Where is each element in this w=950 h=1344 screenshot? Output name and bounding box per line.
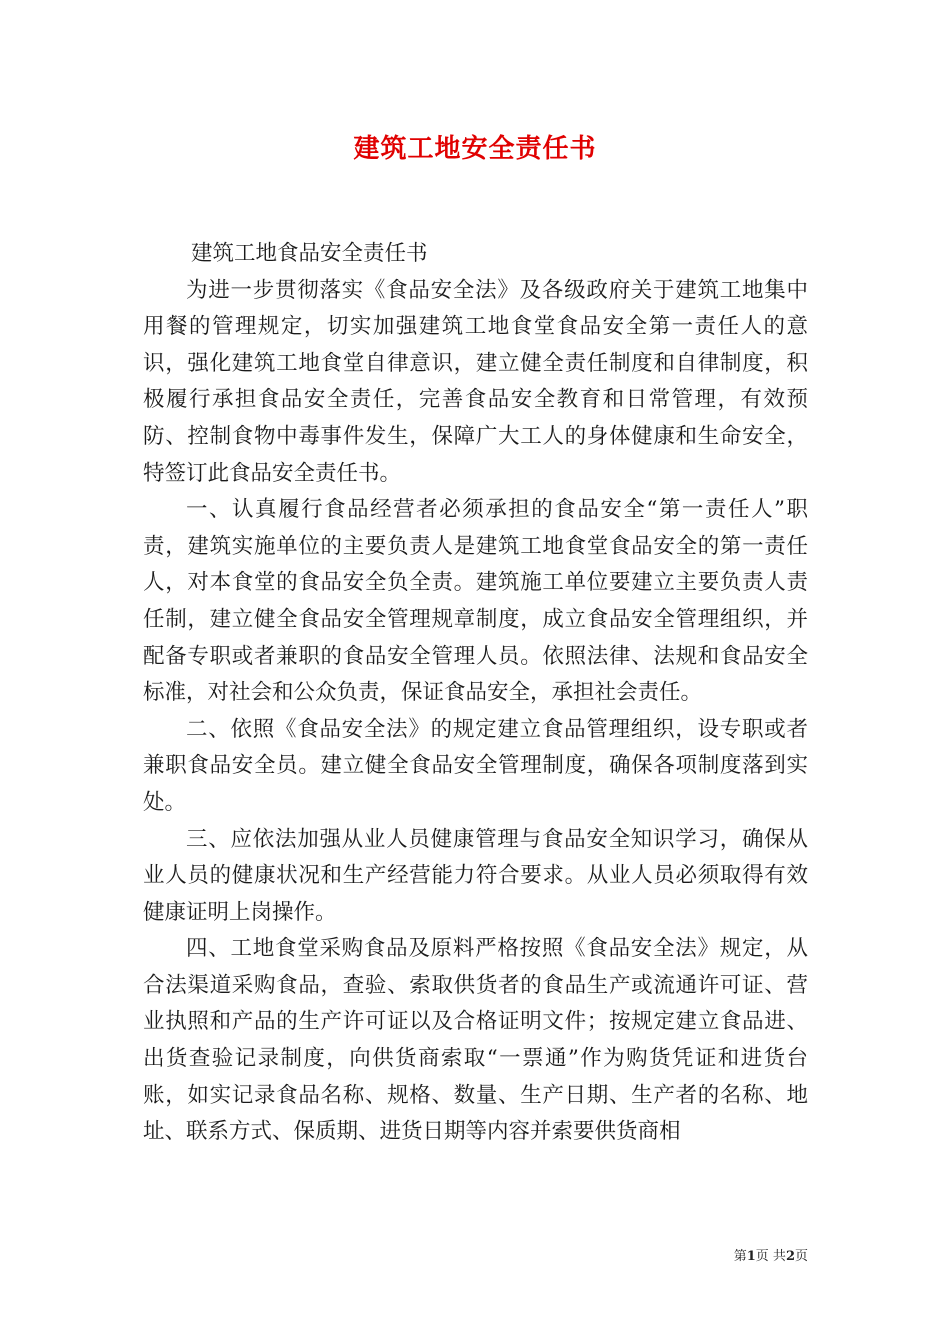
footer-prefix: 第 <box>733 1249 747 1264</box>
paragraph-clause-4: 四、工地食堂采购食品及原料严格按照《食品安全法》规定，从合法渠道采购食品，查验、索取供货者的食品生产或流通许可证、营业执照和产品的生产许可证以及合格证明文件；按规定建立食品进、出货查验记录制度，向供货商索取“一票通”作为购货凭证和进货台账，如实记录食品名称、规格、数量、生产日期、生产者的名称、地址、联系方式、保质期、进货日期等内容并索要供货商相 <box>143 936 808 1145</box>
footer-suffix: 页 <box>794 1249 808 1264</box>
paragraph-clause-3: 三、应依法加强从业人员健康管理与食品安全知识学习，确保从业人员的健康状况和生产经营能力符合要求。从业人员必须取得有效健康证明上岗操作。 <box>143 826 808 925</box>
footer-current-page: 1 <box>746 1249 756 1264</box>
paragraph-clause-2: 二、依照《食品安全法》的规定建立食品管理组织，设专职或者兼职食品安全员。建立健全食品安全管理制度，确保各项制度落到实处。 <box>143 716 808 815</box>
document-subtitle: 建筑工地食品安全责任书 <box>191 241 428 266</box>
footer-total-pages: 2 <box>785 1249 795 1264</box>
paragraph-clause-1: 一、认真履行食品经营者必须承担的食品安全“第一责任人”职责，建筑实施单位的主要负责人是建筑工地食堂食品安全的第一责任人，对本食堂的食品安全负全责。建筑施工单位要建立主要负责人责任制，建立健全食品安全管理规章制度，成立食品安全管理组织，并配备专职或者兼职的食品安全管理人员。依照法律、法规和食品安全标准，对社会和公众负责，保证食品安全，承担社会责任。 <box>143 497 808 706</box>
document-title: 建筑工地安全责任书 <box>353 134 597 164</box>
document-body <box>143 236 808 1151</box>
footer-middle: 页 共 <box>755 1249 786 1264</box>
paragraph-intro: 为进一步贯彻落实《食品安全法》及各级政府关于建筑工地集中用餐的管理规定，切实加强建筑工地食堂食品安全第一责任人的意识，强化建筑工地食堂自律意识，建立健全责任制度和自律制度，积极履行承担食品安全责任，完善食品安全教育和日常管理，有效预防、控制食物中毒事件发生，保障广大工人的身体健康和生命安全，特签订此食品安全责任书。 <box>143 277 808 486</box>
page-footer <box>734 1248 808 1266</box>
